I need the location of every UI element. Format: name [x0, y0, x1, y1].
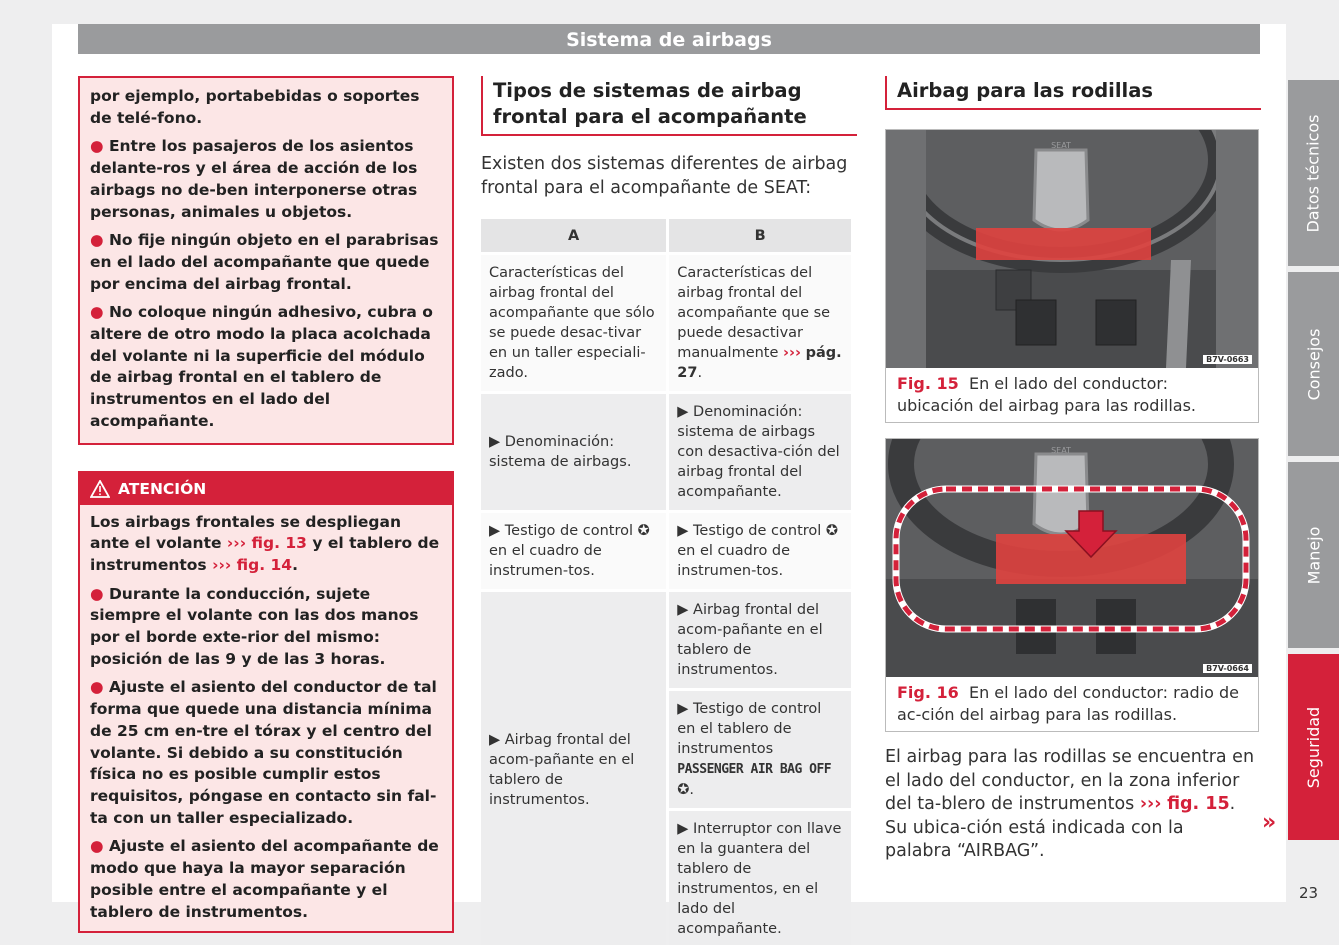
figure-15-caption: Fig. 15 En el lado del conductor: ubicación del airbag para las rodillas.: [897, 374, 1196, 415]
fig-15-link[interactable]: fig. 15: [1167, 794, 1230, 814]
attention-body: [80, 505, 452, 932]
knee-airbag-location-image: [886, 130, 1258, 368]
svg-text:SEAT: SEAT: [1051, 446, 1071, 455]
airbag-warning-lamp-icon: ✪: [825, 523, 839, 539]
figure-16: [885, 438, 1259, 732]
tab-manejo[interactable]: Manejo: [1288, 462, 1339, 648]
warning-item: ● No fije ningún objeto en el parabrisas en el lado del acompañante que quede por encima del airbag frontal.: [90, 231, 439, 293]
table-cell: ▶ Denominación: sistema de airbags.: [481, 394, 666, 510]
section-intro: Existen dos sistemas diferentes de airbag frontal para el acompañante de SEAT:: [481, 154, 848, 198]
tab-consejos[interactable]: Consejos: [1288, 272, 1339, 456]
fig-14-link[interactable]: fig. 14: [236, 555, 293, 574]
table-cell: ▶ Testigo de control en el tablero de instrumentos PASSENGER AIR BAG OFF ✪.: [669, 691, 851, 808]
table-cell: ▶ Testigo de control ✪ en el cuadro de instrumen-tos.: [669, 513, 851, 589]
attention-item: ● Durante la conducción, sujete siempre el volante con las dos manos por el borde exte-rior del mismo: posición de las 9 y de las 3 horas.: [90, 584, 419, 668]
table-cell: Características del airbag frontal del acompañante que sólo se puede desac-tivar en un taller especiali-zado.: [481, 255, 666, 391]
warning-triangle-icon: [90, 480, 110, 498]
page-number: 23: [1299, 884, 1319, 902]
knee-airbag-radius-image: [886, 439, 1258, 677]
figure-15: [885, 129, 1259, 423]
tab-seguridad[interactable]: Seguridad: [1288, 654, 1339, 840]
table-cell: ▶ Airbag frontal del acom-pañante en el tablero de instrumentos.: [669, 592, 851, 688]
warning-item: por ejemplo, portabebidas o soportes de telé-fono.: [90, 87, 420, 127]
page-header: Sistema de airbags: [78, 24, 1260, 54]
continue-arrow-icon: »: [1262, 810, 1277, 835]
table-cell: ▶ Denominación: sistema de airbags con desactiva-ción del airbag frontal del acompañante.: [669, 394, 851, 510]
airbag-off-icon: ✪: [677, 782, 690, 798]
attention-box: [78, 471, 454, 934]
passenger-airbag-off-label: PASSENGER AIR BAG OFF: [677, 762, 832, 777]
attention-item: ● Ajuste el asiento del conductor de tal forma que quede una distancia mínima de 25 cm en-tre el tórax y el centro del volante. Si debido a su constitución física no es posible cumplir estos requisitos, póngase en contacto sin fal-ta con un taller especializado.: [90, 678, 437, 827]
section-title-frontal-types: Tipos de sistemas de airbag frontal para el acompañante: [481, 76, 857, 136]
table-header-a: A: [481, 219, 666, 252]
warning-continuation-box: [78, 76, 454, 445]
table-cell: Características del airbag frontal del acompañante que se puede desactivar manualmente ››› pág. 27.: [669, 255, 851, 391]
attention-intro: Los airbags frontales se despliegan ante el volante ››› fig. 13 y el tablero de instrumentos ››› fig. 14.: [90, 512, 440, 574]
figure-code: B7V-0663: [1203, 355, 1252, 364]
middle-column: [481, 76, 857, 945]
tab-datos-tecnicos[interactable]: Datos técnicos: [1288, 80, 1339, 266]
left-column: [78, 76, 454, 933]
right-column: [885, 76, 1261, 864]
attention-item: ● Ajuste el asiento del acompañante de modo que haya la mayor separación posible entre el acompañante y el tablero de instrumentos.: [90, 837, 439, 921]
figure-code: B7V-0664: [1203, 664, 1252, 673]
knee-airbag-description: El airbag para las rodillas se encuentra en el lado del conductor, en la zona inferior del ta-blero de instrumentos ››› fig. 15. Su ubica-ción está indicada con la palabra “AIRBAG”.: [885, 747, 1255, 861]
figure-16-caption: Fig. 16 En el lado del conductor: radio de ac-ción del airbag para las rodillas.: [897, 683, 1239, 724]
airbag-systems-table: [478, 216, 854, 945]
table-cell: ▶ Airbag frontal del acom-pañante en el tablero de instrumentos.: [481, 592, 666, 945]
airbag-warning-lamp-icon: ✪: [637, 523, 650, 539]
page-27-link[interactable]: pág. 27: [677, 345, 842, 381]
attention-header: ATENCIÓN: [80, 473, 452, 505]
table-cell: ▶ Testigo de control ✪ en el cuadro de instrumen-tos.: [481, 513, 666, 589]
section-title-knee-airbag: Airbag para las rodillas: [885, 76, 1261, 110]
warning-item: ● No coloque ningún adhesivo, cubra o altere de otro modo la placa acolchada del volante ni la superficie del módulo de airbag frontal en el tablero de instrumentos en el lado del acompañante.: [90, 303, 433, 430]
fig-13-link[interactable]: fig. 13: [251, 534, 307, 553]
warning-item: ● Entre los pasajeros de los asientos delante-ros y el área de acción de los airbags no de-ben interponerse otras personas, animales u objetos.: [90, 137, 418, 221]
svg-text:SEAT: SEAT: [1051, 141, 1071, 150]
table-header-b: B: [669, 219, 851, 252]
table-cell: ▶ Interruptor con llave en la guantera del tablero de instrumentos, en el lado del acompañante.: [669, 811, 851, 945]
